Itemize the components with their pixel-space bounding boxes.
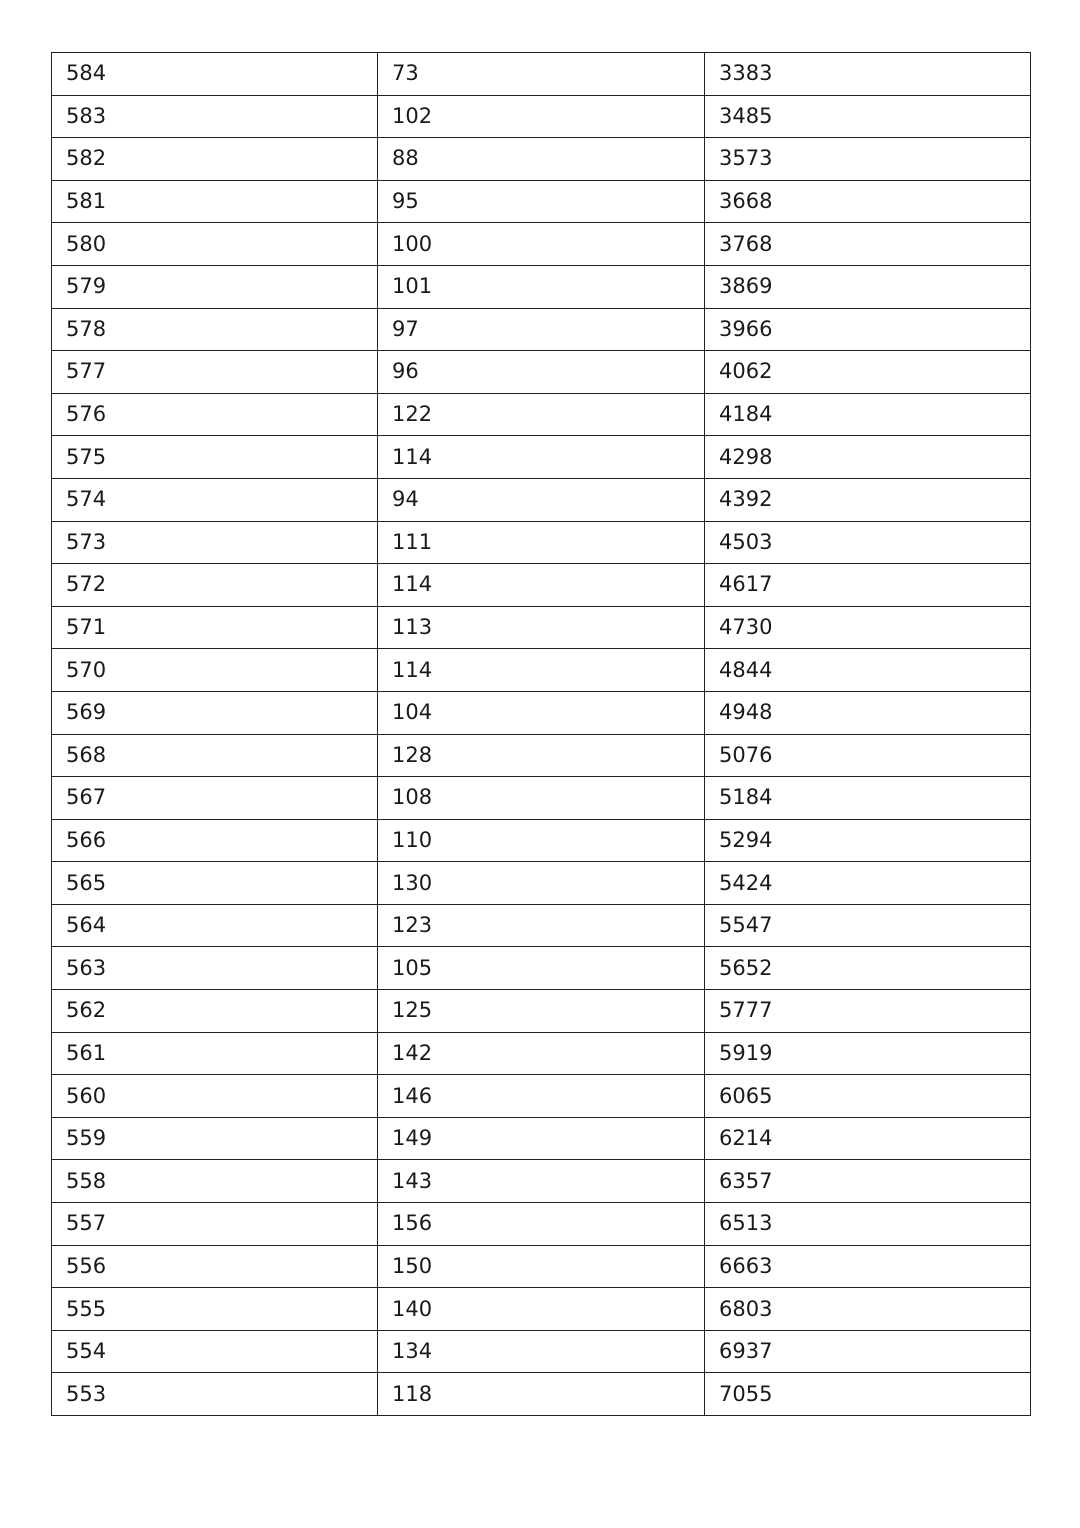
count-cell: 143: [378, 1160, 705, 1203]
cumulative-cell: 3485: [705, 95, 1031, 138]
table-row: [52, 393, 1031, 436]
cumulative-cell: 4503: [705, 521, 1031, 564]
table-row: [52, 1203, 1031, 1246]
table-row: [52, 1245, 1031, 1288]
count-cell: 102: [378, 95, 705, 138]
score-cell: 570: [52, 649, 378, 692]
score-cell: 555: [52, 1288, 378, 1331]
table-row: [52, 1288, 1031, 1331]
score-cell: 578: [52, 308, 378, 351]
table-row: [52, 1160, 1031, 1203]
score-cell: 584: [52, 53, 378, 96]
cumulative-cell: 3966: [705, 308, 1031, 351]
table-row: [52, 138, 1031, 181]
score-cell: 568: [52, 734, 378, 777]
score-cell: 580: [52, 223, 378, 266]
table-row: [52, 1075, 1031, 1118]
table-row: [52, 862, 1031, 905]
table-row: [52, 265, 1031, 308]
table-body: [52, 53, 1031, 1416]
count-cell: 97: [378, 308, 705, 351]
count-cell: 150: [378, 1245, 705, 1288]
count-cell: 95: [378, 180, 705, 223]
cumulative-cell: 5919: [705, 1032, 1031, 1075]
count-cell: 130: [378, 862, 705, 905]
cumulative-cell: 6937: [705, 1330, 1031, 1373]
table-row: [52, 180, 1031, 223]
count-cell: 105: [378, 947, 705, 990]
count-cell: 114: [378, 436, 705, 479]
table-row: [52, 1373, 1031, 1416]
cumulative-cell: 4392: [705, 478, 1031, 521]
cumulative-cell: 5652: [705, 947, 1031, 990]
score-cell: 559: [52, 1117, 378, 1160]
score-cell: 562: [52, 990, 378, 1033]
cumulative-cell: 3573: [705, 138, 1031, 181]
count-cell: 101: [378, 265, 705, 308]
score-cell: 566: [52, 819, 378, 862]
score-distribution-table: [51, 52, 1031, 1416]
count-cell: 146: [378, 1075, 705, 1118]
table-row: [52, 1032, 1031, 1075]
table-row: [52, 904, 1031, 947]
score-cell: 576: [52, 393, 378, 436]
count-cell: 128: [378, 734, 705, 777]
count-cell: 94: [378, 478, 705, 521]
score-cell: 577: [52, 351, 378, 394]
count-cell: 104: [378, 691, 705, 734]
count-cell: 118: [378, 1373, 705, 1416]
table-row: [52, 478, 1031, 521]
count-cell: 108: [378, 777, 705, 820]
score-cell: 553: [52, 1373, 378, 1416]
table-row: [52, 777, 1031, 820]
table-row: [52, 223, 1031, 266]
cumulative-cell: 3383: [705, 53, 1031, 96]
score-cell: 581: [52, 180, 378, 223]
table-row: [52, 1330, 1031, 1373]
cumulative-cell: 5547: [705, 904, 1031, 947]
count-cell: 134: [378, 1330, 705, 1373]
count-cell: 111: [378, 521, 705, 564]
cumulative-cell: 5076: [705, 734, 1031, 777]
score-cell: 561: [52, 1032, 378, 1075]
count-cell: 88: [378, 138, 705, 181]
table-row: [52, 947, 1031, 990]
cumulative-cell: 3668: [705, 180, 1031, 223]
score-cell: 556: [52, 1245, 378, 1288]
score-cell: 563: [52, 947, 378, 990]
cumulative-cell: 5424: [705, 862, 1031, 905]
score-cell: 575: [52, 436, 378, 479]
count-cell: 110: [378, 819, 705, 862]
count-cell: 114: [378, 649, 705, 692]
cumulative-cell: 4948: [705, 691, 1031, 734]
cumulative-cell: 4730: [705, 606, 1031, 649]
cumulative-cell: 3768: [705, 223, 1031, 266]
table-row: [52, 990, 1031, 1033]
cumulative-cell: 5184: [705, 777, 1031, 820]
score-cell: 560: [52, 1075, 378, 1118]
cumulative-cell: 3869: [705, 265, 1031, 308]
count-cell: 114: [378, 564, 705, 607]
cumulative-cell: 6663: [705, 1245, 1031, 1288]
cumulative-cell: 6214: [705, 1117, 1031, 1160]
count-cell: 149: [378, 1117, 705, 1160]
table-row: [52, 351, 1031, 394]
count-cell: 100: [378, 223, 705, 266]
table-row: [52, 308, 1031, 351]
score-cell: 582: [52, 138, 378, 181]
cumulative-cell: 4062: [705, 351, 1031, 394]
cumulative-cell: 4298: [705, 436, 1031, 479]
score-cell: 571: [52, 606, 378, 649]
score-cell: 567: [52, 777, 378, 820]
score-cell: 572: [52, 564, 378, 607]
score-cell: 569: [52, 691, 378, 734]
score-cell: 579: [52, 265, 378, 308]
cumulative-cell: 6803: [705, 1288, 1031, 1331]
table-row: [52, 436, 1031, 479]
cumulative-cell: 4184: [705, 393, 1031, 436]
cumulative-cell: 6065: [705, 1075, 1031, 1118]
count-cell: 156: [378, 1203, 705, 1246]
table-row: [52, 564, 1031, 607]
score-cell: 564: [52, 904, 378, 947]
count-cell: 123: [378, 904, 705, 947]
count-cell: 125: [378, 990, 705, 1033]
table-row: [52, 95, 1031, 138]
cumulative-cell: 5777: [705, 990, 1031, 1033]
table-row: [52, 691, 1031, 734]
cumulative-cell: 5294: [705, 819, 1031, 862]
score-cell: 554: [52, 1330, 378, 1373]
count-cell: 142: [378, 1032, 705, 1075]
cumulative-cell: 7055: [705, 1373, 1031, 1416]
score-cell: 573: [52, 521, 378, 564]
table-row: [52, 53, 1031, 96]
table-row: [52, 649, 1031, 692]
table-row: [52, 734, 1031, 777]
cumulative-cell: 4844: [705, 649, 1031, 692]
score-cell: 565: [52, 862, 378, 905]
cumulative-cell: 6513: [705, 1203, 1031, 1246]
cumulative-cell: 4617: [705, 564, 1031, 607]
count-cell: 113: [378, 606, 705, 649]
score-cell: 558: [52, 1160, 378, 1203]
table-row: [52, 521, 1031, 564]
score-cell: 557: [52, 1203, 378, 1246]
table-row: [52, 606, 1031, 649]
count-cell: 96: [378, 351, 705, 394]
score-cell: 574: [52, 478, 378, 521]
count-cell: 73: [378, 53, 705, 96]
table-row: [52, 1117, 1031, 1160]
cumulative-cell: 6357: [705, 1160, 1031, 1203]
count-cell: 140: [378, 1288, 705, 1331]
table-row: [52, 819, 1031, 862]
score-cell: 583: [52, 95, 378, 138]
count-cell: 122: [378, 393, 705, 436]
